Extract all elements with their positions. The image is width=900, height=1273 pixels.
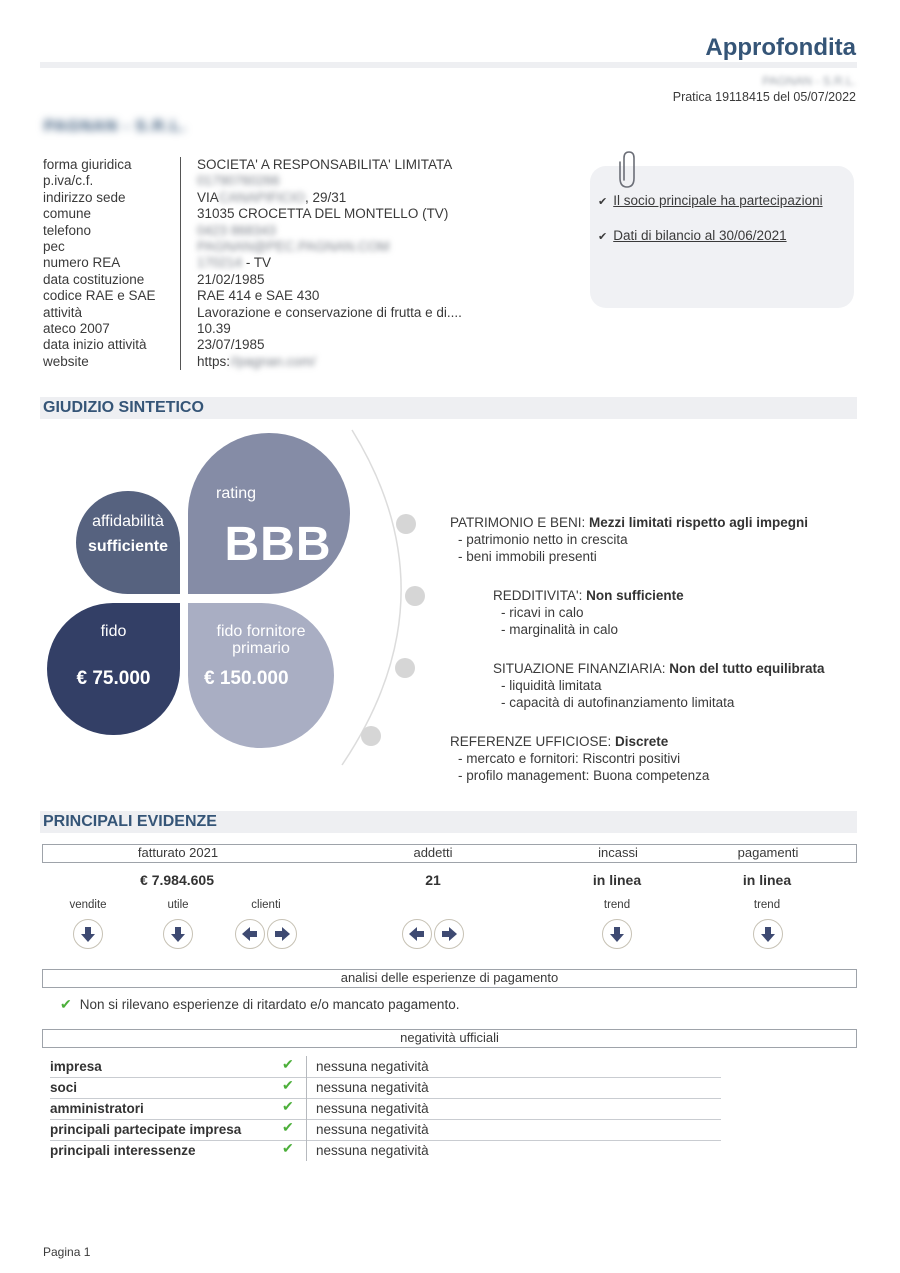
col-fatturato: fatturato 2021 [137,845,219,860]
check-icon: ✔ [598,231,608,243]
info-value: 23/07/1985 [180,337,265,353]
info-label: numero REA [43,255,121,271]
info-value: 21/02/1985 [180,272,265,288]
utile-arrow-down-icon [163,919,193,949]
info-value: PAGNAN@PEC.PAGNAN.COM [180,239,389,255]
negativita-row: soci ✔ nessuna negatività [50,1077,721,1099]
petal-affidabilita [76,491,180,594]
note-item[interactable]: ✔ Il socio principale ha partecipazioni [598,193,823,208]
check-icon: ✔ [282,1119,294,1135]
incassi-trend-label: trend [603,899,631,911]
col-pagamenti: pagamenti [737,845,799,860]
info-row [43,354,462,370]
info-row [43,288,462,304]
incassi-arrow-down-icon [602,919,632,949]
check-icon: ✔ [282,1077,294,1093]
timeline-dot [405,586,425,606]
negativita-row: principali partecipate impresa ✔ nessuna negatività [50,1119,721,1141]
info-value: 31035 CROCETTA DEL MONTELLO (TV) [180,206,448,222]
addetti-value: 21 [425,872,441,888]
info-label: attività [43,304,83,320]
info-value: VIACANAPIFICIO, 29/31 [180,190,346,206]
fido-fornitore-value: € 150.000 [204,668,289,689]
rating-label: rating [216,485,257,502]
addetti-arrow-right-icon [434,919,464,949]
clienti-label: clienti [251,899,281,911]
page-number: Pagina 1 [43,1245,91,1259]
timeline-dot [396,514,416,534]
incassi-value: in linea [592,872,642,888]
rating-value: BBB [224,518,332,571]
timeline-arc [330,425,440,770]
info-label: data costituzione [43,271,145,287]
info-row [43,239,462,255]
negativita-row: amministratori ✔ nessuna negatività [50,1098,721,1120]
report-title: Approfondita [705,34,856,61]
clienti-arrow-right-icon [267,919,297,949]
fido-value: € 75.000 [76,668,151,689]
info-label: telefono [43,222,92,238]
info-label: comune [43,206,92,222]
check-icon: ✔ [282,1098,294,1114]
note-item[interactable]: ✔ Dati di bilancio al 30/06/2021 [598,228,787,243]
info-value: RAE 414 e SAE 430 [180,288,319,304]
info-value: Lavorazione e conservazione di frutta e di.... [180,305,462,321]
paperclip-icon [616,150,640,190]
fido-label: fido [100,623,127,640]
pagamenti-arrow-down-icon [753,919,783,949]
affidabilita-label: affidabilità [92,513,164,530]
col-incassi: incassi [598,845,638,860]
info-row [43,255,462,271]
vendite-arrow-down-icon [73,919,103,949]
info-row [43,337,462,353]
info-label: pec [43,239,65,255]
header-divider [40,62,857,68]
info-value: 0423 868343 [180,223,276,239]
utile-label: utile [167,899,189,911]
info-label: ateco 2007 [43,321,110,337]
info-row [43,173,462,189]
info-label: website [43,353,89,369]
info-row [43,305,462,321]
info-value: 10.39 [180,321,231,337]
info-row [43,190,462,206]
info-value: https://pagnan.com/ [180,354,316,370]
section-title-giudizio: GIUDIZIO SINTETICO [43,399,204,416]
info-label: p.iva/c.f. [43,173,94,189]
negativita-row: impresa ✔ nessuna negatività [50,1056,721,1078]
vendite-label: vendite [69,899,107,911]
info-value: 01790760266 [180,173,280,189]
info-row [43,157,462,173]
company-info-table [43,157,462,370]
check-icon: ✔ [282,1056,294,1072]
evidenze-header-row [42,844,857,863]
addetti-arrow-left-icon [402,919,432,949]
col-addetti: addetti [413,845,453,860]
info-row [43,223,462,239]
check-icon: ✔ [60,996,72,1012]
info-label: data inizio attività [43,337,147,353]
fatturato-value: € 7.984.605 [140,872,214,888]
section-title-evidenze: PRINCIPALI EVIDENZE [43,813,217,830]
fido-fornitore-label: fido fornitore primario [216,623,306,657]
company-name: PAGNAN - S.R.L. [44,118,187,135]
timeline-dot [395,658,415,678]
check-icon: ✔ [598,196,608,208]
petal-fido-fornitore [188,603,334,748]
info-row [43,321,462,337]
negativita-row: principali interessenze ✔ nessuna negatività [50,1140,721,1161]
check-icon: ✔ [282,1140,294,1156]
timeline-dot [361,726,381,746]
company-name-small: PAGNAN - S.R.L. [762,74,856,88]
judgement-situazione-finanziaria: SITUAZIONE FINANZIARIA: Non del tutto equilibrata - liquidità limitata - capacità di autofinanziamento limitata [493,661,825,710]
esperienze-header: analisi delle esperienze di pagamento [42,969,857,988]
petal-fido [47,603,180,735]
info-label: forma giuridica [43,157,132,172]
info-label: codice RAE e SAE [43,288,156,304]
judgement-redditivita: REDDITIVITA': Non sufficiente - ricavi in calo - marginalità in calo [493,588,684,637]
pagamenti-value: in linea [742,872,792,888]
negativita-header: negatività ufficiali [42,1029,857,1048]
affidabilita-value: sufficiente [87,538,168,555]
info-value: SOCIETA' A RESPONSABILITA' LIMITATA [180,157,452,173]
info-row [43,272,462,288]
info-row [43,206,462,222]
esperienze-row: ✔ Non si rilevano esperienze di ritardato e/o mancato pagamento. [60,996,460,1012]
pagamenti-trend-label: trend [753,899,781,911]
petal-rating [188,433,350,594]
info-value: 170214 - TV [180,255,271,271]
pratica-reference: Pratica 19118415 del 05/07/2022 [672,90,856,104]
info-label: indirizzo sede [43,189,126,205]
judgement-referenze: REFERENZE UFFICIOSE: Discrete - mercato e fornitori: Riscontri positivi - profilo management: Buona competenza [450,734,710,783]
clienti-arrow-left-icon [235,919,265,949]
judgement-patrimonio: PATRIMONIO E BENI: Mezzi limitati rispetto agli impegni - patrimonio netto in crescita - beni immobili presenti [450,515,809,564]
